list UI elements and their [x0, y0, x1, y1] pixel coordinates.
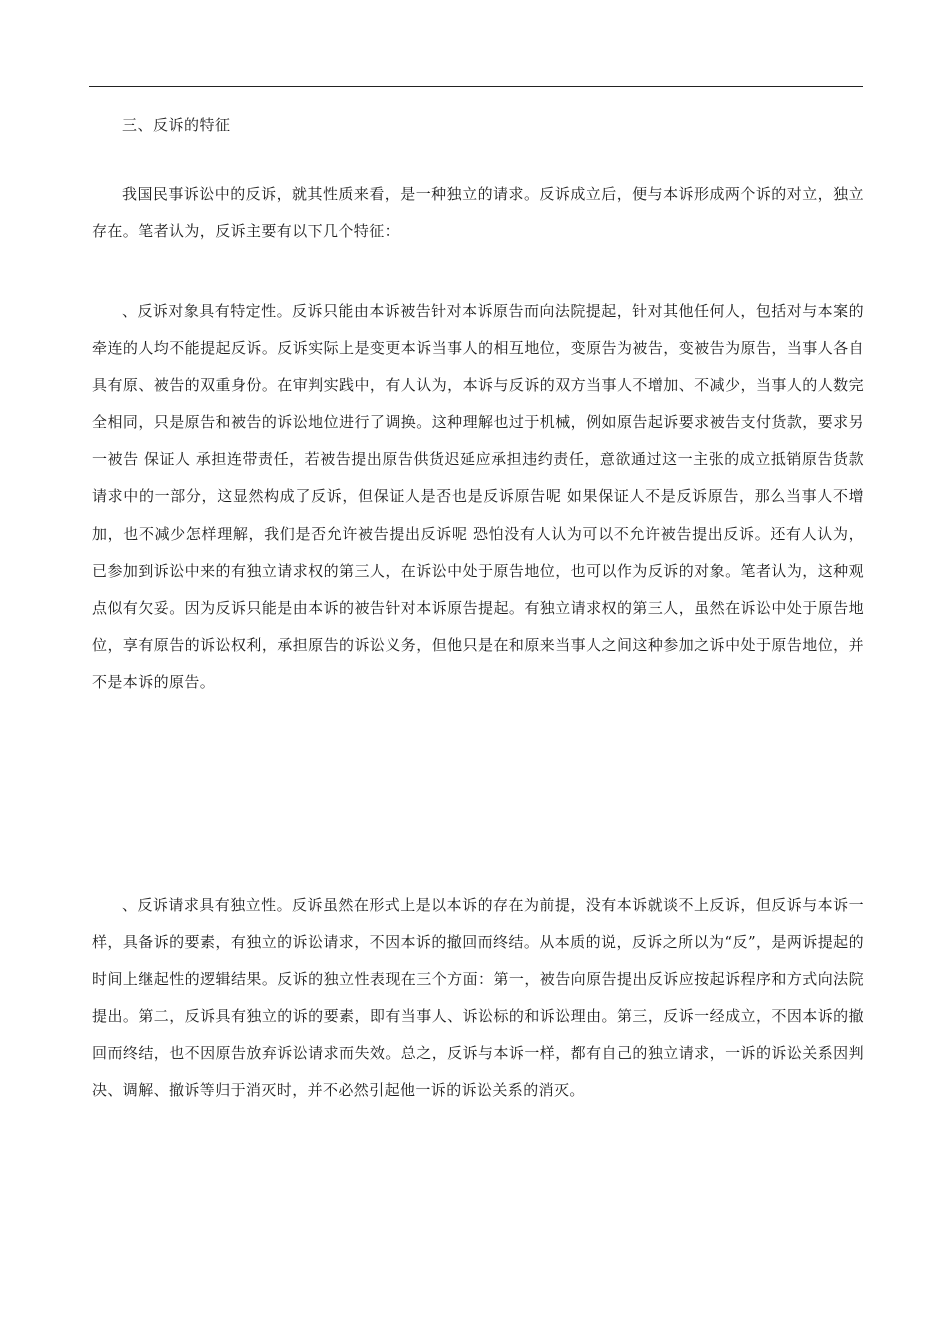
paragraph-feature-1: 、反诉对象具有特定性。反诉只能由本诉被告针对本诉原告而向法院提起，针对其他任何人，包括对与本案的牵连的人均不能提起反诉。反诉实际上是变更本诉当事人的相互地位，变原告为被告，变被告为原告，当事人各自具有原、被告的双重身份。在审判实践中，有人认为，本诉与反诉的双方当事人不增加、不减少，当事人的人数完全相同，只是原告和被告的诉讼地位进行了调换。这种理解也过于机械，例如原告起诉要求被告支付货款，要求另一被告 保证人 承担连带责任，若被告提出原告供货迟延应承担违约责任，意欲通过这一主张的成立抵销原告货款请求中的一部分，这显然构成了反诉，但保证人是否也是反诉原告呢 如果保证人不是反诉原告，那么当事人不增加，也不减少怎样理解，我们是否允许被告提出反诉呢 恐怕没有人认为可以不允许被告提出反诉。还有人认为，已参加到诉讼中来的有独立请求权的第三人，在诉讼中处于原告地位，也可以作为反诉的对象。笔者认为，这种观点似有欠妥。因为反诉只能是由本诉的被告针对本诉原告提起。有独立请求权的第三人，虽然在诉讼中处于原告地位，享有原告的诉讼权利，承担原告的诉讼义务，但他只是在和原来当事人之间这种参加之诉中处于原告地位，并不是本诉的原告。	[92, 302, 864, 691]
paragraph-intro: 我国民事诉讼中的反诉，就其性质来看，是一种独立的请求。反诉成立后，便与本诉形成两个诉的对立，独立存在。笔者认为，反诉主要有以下几个特征：	[92, 185, 864, 241]
paragraph-feature-2: 、反诉请求具有独立性。反诉虽然在形式上是以本诉的存在为前提，没有本诉就谈不上反诉，但反诉与本诉一样，具备诉的要素，有独立的诉讼请求，不因本诉的撤回而终结。从本质的说，反诉之所以为“反”，是两诉提起的时间上继起性的逻辑结果。反诉的独立性表现在三个方面：第一，被告向原告提出反诉应按起诉程序和方式向法院提出。第二，反诉具有独立的诉的要素，即有当事人、诉讼标的和诉讼理由。第三，反诉一经成立，不因本诉的撤回而终结，也不因原告放弃诉讼请求而失效。总之，反诉与本诉一样，都有自己的独立请求，一诉的诉讼关系因判决、调解、撤诉等归于消灭时，并不必然引起他一诉的诉讼关系的消灭。	[92, 896, 864, 1100]
section-heading: 三、反诉的特征	[122, 116, 231, 134]
header-rule	[89, 86, 863, 87]
